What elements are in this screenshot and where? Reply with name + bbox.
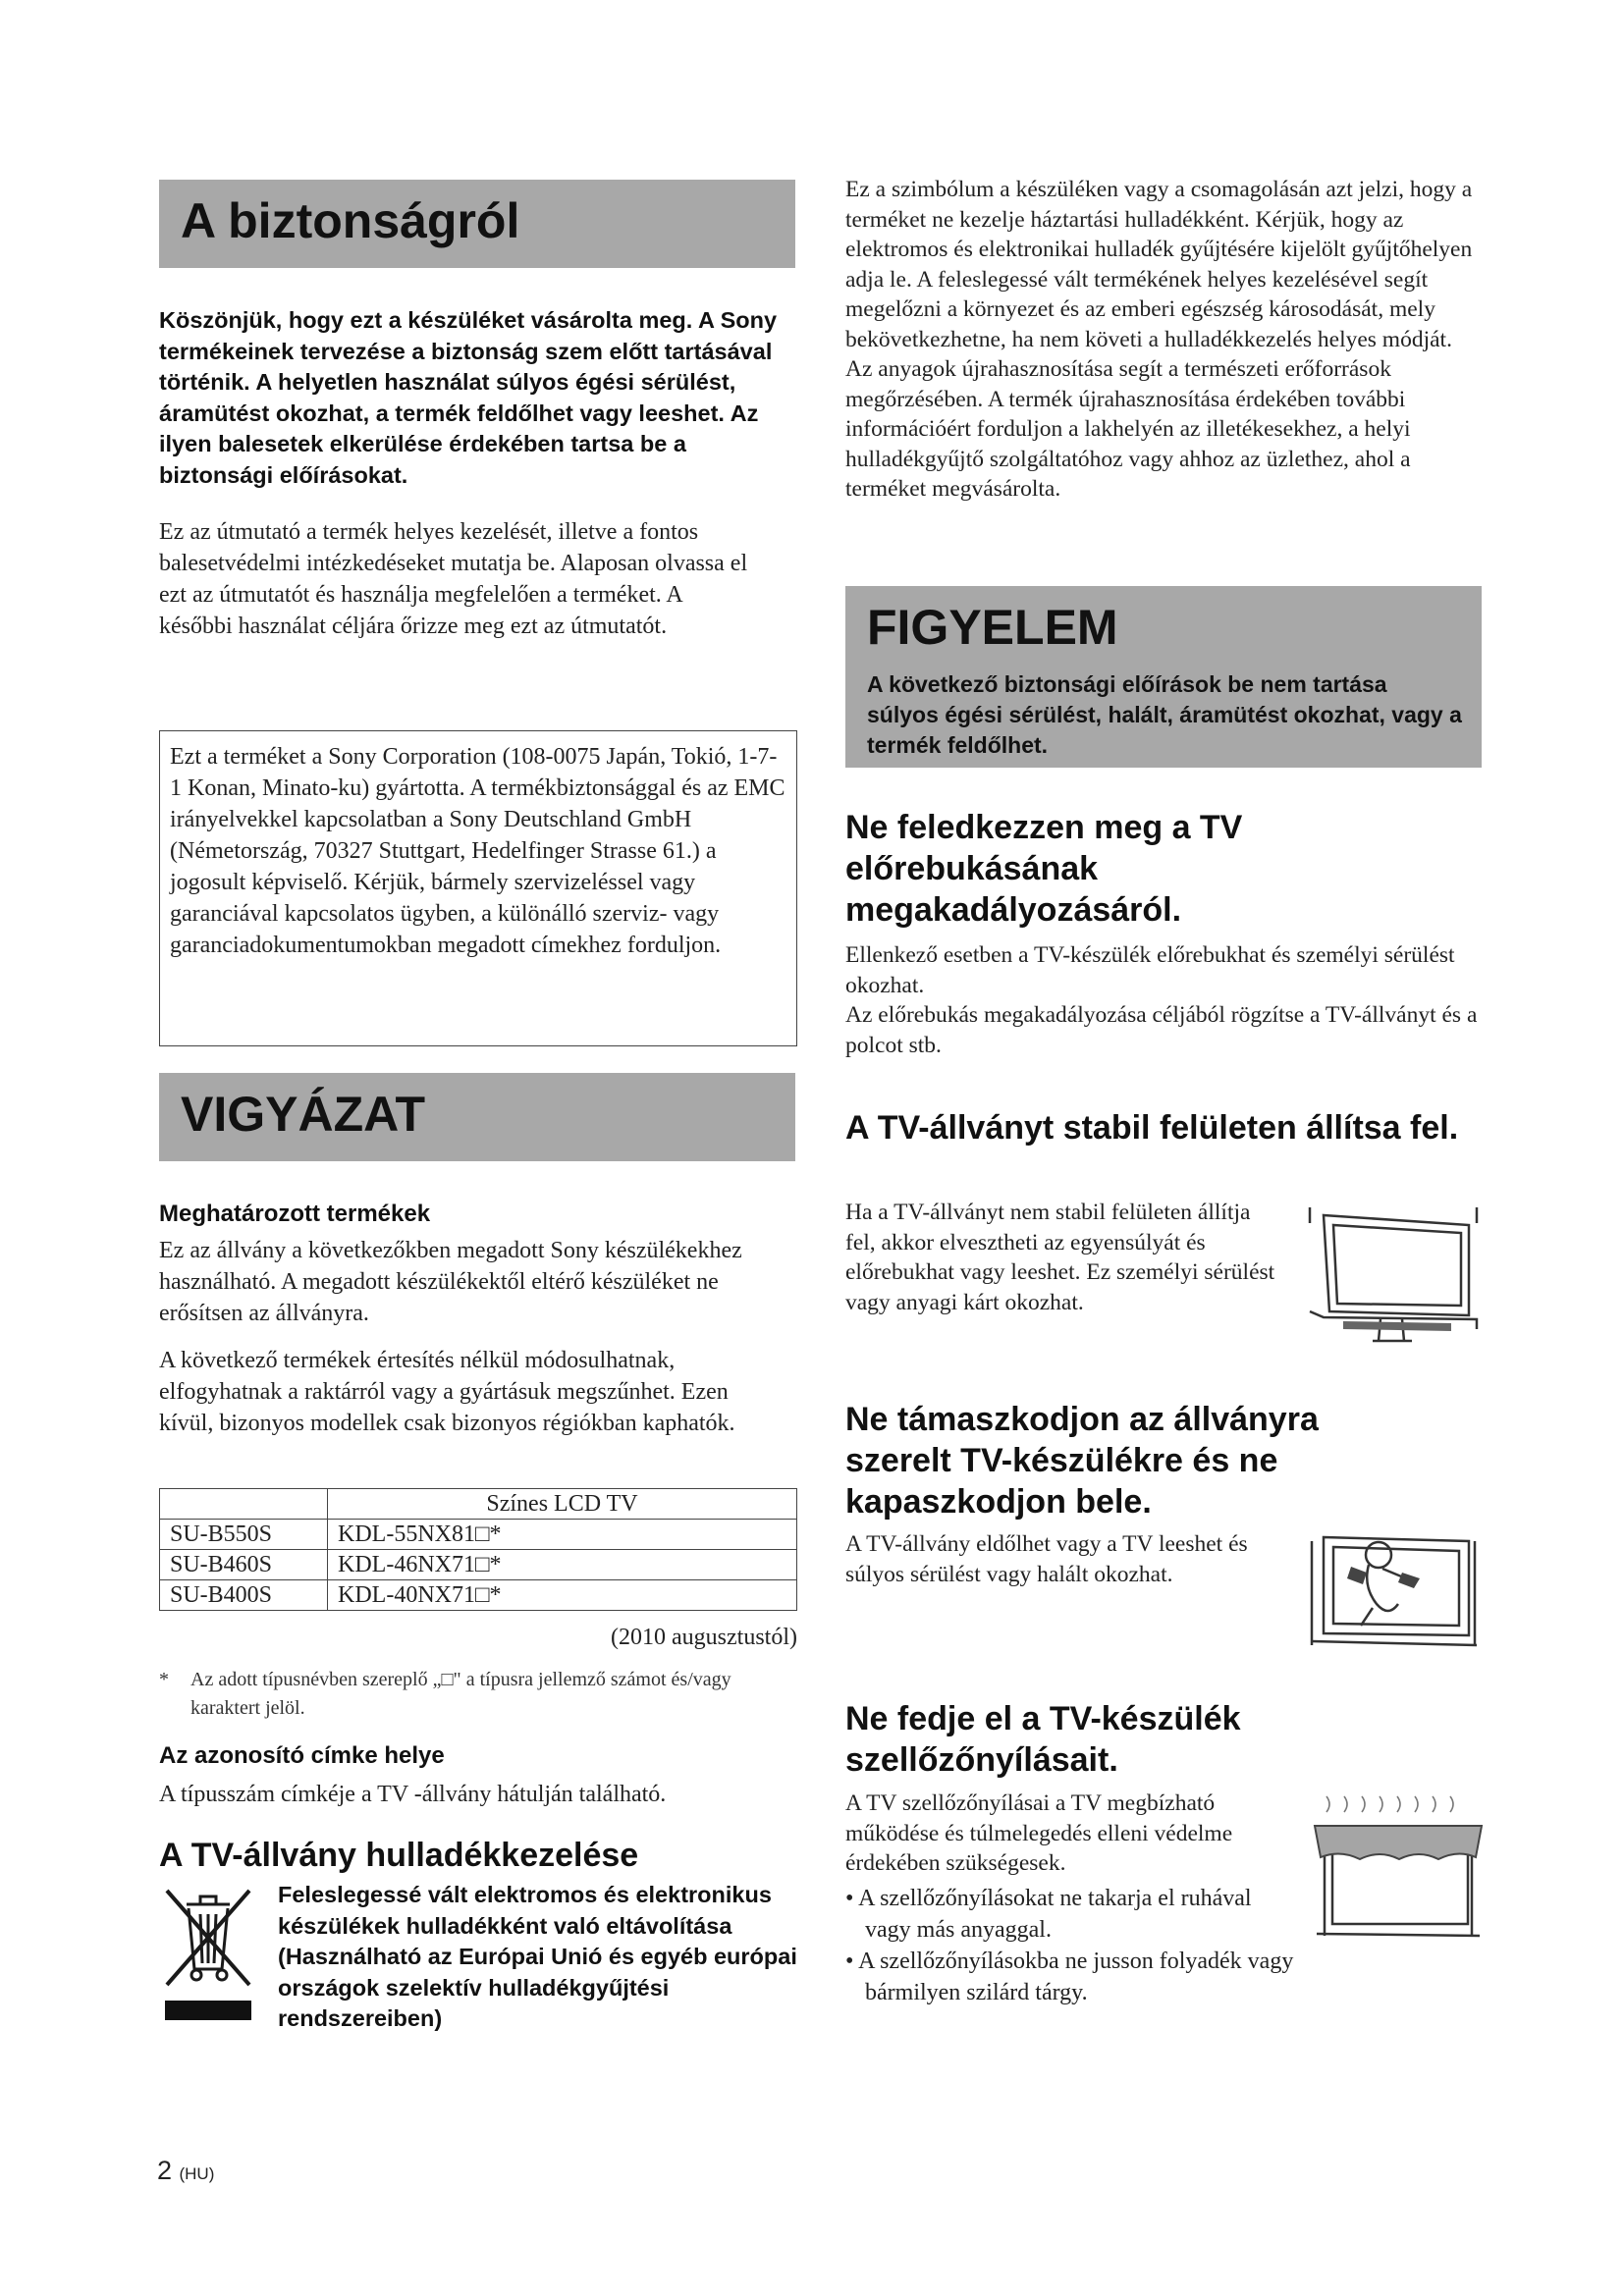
child-hanging-illustration [1304, 1527, 1483, 1657]
covered-vents-illustration [1311, 1792, 1486, 1942]
language-code: (HU) [179, 2164, 215, 2183]
table-cell-tv: KDL-55NX81□* [328, 1520, 797, 1550]
section-stable-surface-text: Ha a TV-állványt nem stabil felületen állítja fel, akkor elvesztheti az egyensúlyát és előrebukhat vagy leeshet. Ez személyi sérülést vagy anyagi kárt okozhat. [845, 1200, 1275, 1315]
list-item: • A szellőzőnyílásokat ne takarja el ruhával vagy más anyaggal. [845, 1886, 1252, 1943]
label-heading: Az azonosító címke helye [159, 1742, 445, 1769]
table-row [160, 1580, 797, 1611]
intro-text: Ez az útmutató a termék helyes kezelését, illetve a fontos balesetvédelmi intézkedéseket mutatja be. Alaposan olvassa el ezt az útmutatót és használja megfelelően a terméket. A későbbi használat céljára őrizze meg ezt az útmutatót. [159, 519, 748, 639]
label-text: A típusszám címkéje a TV -állvány hátulján található. [159, 1782, 667, 1807]
weee-text: Ez a szimbólum a készüléken vagy a csomagolásán azt jelzi, hogy a terméket ne kezelje háztartási hulladékként. Kérjük, hogy az elektromos és elektronikai hulladék gyűjtésére kijelölt gyűjtőhelyen adja le. A feleslegessé vált termékének helyes kezelésével segít megelőzni a környezet és az emberi egészség károsodását, mely bekövetkezhetne, ha nem követi a hulladékkezelés helyes módját. Az anyagok újrahasznosítása segít a természeti erőforrások megőrzésében. A termék újrahasznosítása érdekében további információért forduljon a lakhelyén az illetékesekhez, a helyi hulladékgyűjtő szolgáltatóhoz vagy ahhoz az üzlethez, ahol a terméket megvásárolta. [845, 177, 1473, 502]
section-stable-surface-heading: A TV-állványt stabil felületen állítsa fel. [845, 1109, 1459, 1147]
table-row [160, 1550, 797, 1580]
footnote-mark: * [159, 1669, 169, 1690]
disposal-bold-text: Feleslegessé vált elektromos és elektronikus készülékek hulladékként való eltávolítása (Használható az Európai Unió és egyéb európai országok szelektív hulladékgyűjtési rendszereiben) [278, 1882, 797, 2031]
table-cell-stand: SU-B550S [160, 1520, 328, 1550]
section-no-leaning-text: A TV-állvány eldőlhet vagy a TV leeshet és súlyos sérülést vagy halált okozhat. [845, 1531, 1248, 1587]
models-table [159, 1488, 797, 1611]
manufacturer-text: Ezt a terméket a Sony Corporation (108-0075 Japán, Tokió, 1-7-1 Konan, Minato-ku) gyártotta. A termékbiztonsággal és az EMC irányelvekkel kapcsolatban a Sony Deutschland GmbH (Németország, 70327 Stuttgart, Hedelfinger Strasse 61.) a jogosult képviselő. Kérjük, bármely szervizeléssel vagy garanciával kapcsolatos ügyben, a különálló szerviz- vagy garanciadokumentumokban megadott címekhez forduljon. [170, 744, 785, 958]
products-paragraph-1: Ez az állvány a következőkben megadott Sony készülékekhez használható. A megadott készülékektől eltérő készüléket ne erősítsen az állványra. [159, 1238, 742, 1326]
page-number: 2 [157, 2156, 173, 2185]
footnote [159, 1666, 768, 1723]
section-tip-over-text: Ellenkező esetben a TV-készülék előrebukhat és személyi sérülést okozhat. Az előrebukás megakadályozása céljából rögzítse a TV-állványt és a polcot stb. [845, 942, 1478, 1058]
warning-subtitle: A következő biztonsági előírások be nem tartása súlyos égési sérülést, halált, áramütést okozhat, vagy a termék feldőlhet. [867, 671, 1462, 758]
table-header-row [160, 1489, 797, 1520]
table-cell-tv: KDL-40NX71□* [328, 1580, 797, 1611]
section-ventilation-text: A TV szellőzőnyílásai a TV megbízható működése és túlmelegedés elleni védelme érdekében szükségesek. [845, 1790, 1233, 1876]
table-cell-stand: SU-B460S [160, 1550, 328, 1580]
table-date: (2010 augusztustól) [611, 1625, 797, 1650]
disposal-heading: A TV-állvány hulladékkezelése [159, 1837, 639, 1874]
warning-title: FIGYELEM [867, 600, 1118, 655]
table-cell-tv: KDL-46NX71□* [328, 1550, 797, 1580]
section-no-leaning-heading: Ne támaszkodjon az állványra szerelt TV-készülékre és ne kapaszkodjon bele. [845, 1401, 1319, 1521]
list-item: • A szellőzőnyílásokba ne jusson folyadék vagy bármilyen szilárd tárgy. [845, 1949, 1294, 2005]
table-cell-stand: SU-B400S [160, 1580, 328, 1611]
manufacturer-box [159, 730, 797, 1046]
section-tip-over-heading: Ne feledkezzen meg a TV előrebukásának megakadályozásáról. [845, 809, 1243, 929]
page-title: A biztonságról [181, 193, 520, 248]
table-header-cell: Színes LCD TV [328, 1489, 797, 1520]
weee-bin-icon [161, 1885, 255, 2022]
ventilation-bullets [845, 1883, 1297, 2008]
caution-title: VIGYÁZAT [181, 1087, 426, 1142]
section-header-caution [159, 1073, 795, 1161]
section-ventilation-heading: Ne fedje el a TV-készülék szellőzőnyílásait. [845, 1700, 1241, 1779]
table-row [160, 1520, 797, 1550]
products-paragraph-2: A következő termékek értesítés nélkül módosulhatnak, elfogyhatnak a raktárról vagy a gyártásuk megszűnhet. Ezen kívül, bizonyos modellek csak bizonyos régiókban kaphatók. [159, 1348, 735, 1436]
footnote-text: Az adott típusnévben szereplő „□" a típusra jellemző számot és/vagy karaktert jelöl. [190, 1669, 731, 1719]
page-footer [157, 2156, 214, 2186]
tv-tipping-illustration [1304, 1196, 1483, 1345]
warning-box [845, 586, 1482, 768]
section-header-safety [159, 180, 795, 268]
products-heading: Meghatározott termékek [159, 1201, 431, 1227]
intro-bold-text: Köszönjük, hogy ezt a készüléket vásárolta meg. A Sony termékeinek tervezése a biztonság szem előtt tartásával történik. A helyetlen használat súlyos égési sérülést, áramütést okozhat, a termék feldőlhet vagy leeshet. Az ilyen balesetek elkerülése érdekében tartsa be a biztonsági előírásokat. [159, 307, 778, 488]
